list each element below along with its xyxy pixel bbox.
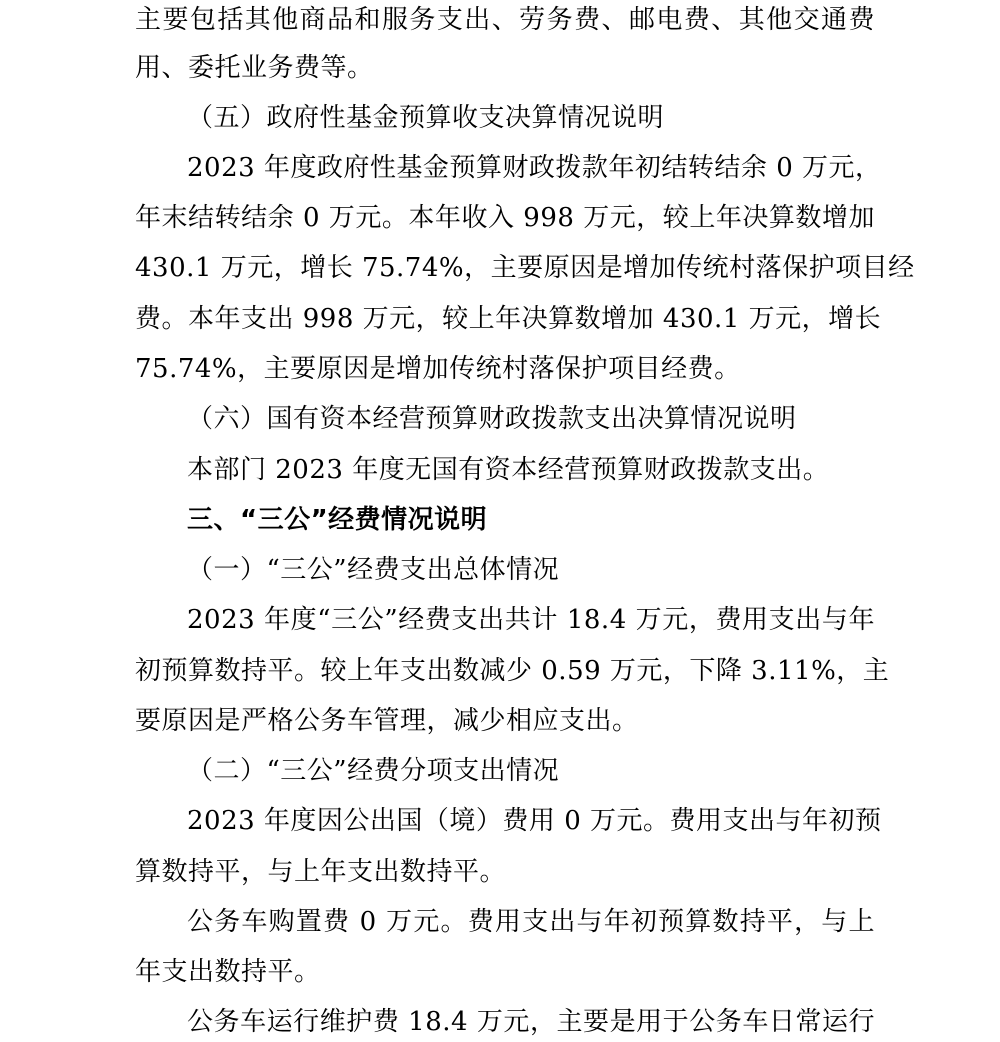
paragraph-line: 用、委托业务费等。 [135, 53, 374, 83]
paragraph-line: 公务车运行维护费 18.4 万元，主要是用于公务车日常运行 [187, 1007, 875, 1037]
paragraph-line: 2023 年度因公出国（境）费用 0 万元。费用支出与年初预 [187, 806, 882, 836]
paragraph-line: 75.74%，主要原因是增加传统村落保护项目经费。 [135, 354, 741, 384]
section-heading-3-1: （一）“三公”经费支出总体情况 [187, 555, 560, 585]
section-heading-6: （六）国有资本经营预算财政拨款支出决算情况说明 [187, 404, 797, 434]
paragraph-line: 公务车购置费 0 万元。费用支出与年初预算数持平，与上 [187, 907, 875, 937]
chapter-heading-3: 三、“三公”经费情况说明 [187, 505, 488, 535]
paragraph-line: 2023 年度“三公”经费支出共计 18.4 万元，费用支出与年 [187, 605, 875, 635]
paragraph-line: 430.1 万元，增长 75.74%，主要原因是增加传统村落保护项目经 [135, 253, 915, 283]
paragraph-line: 年末结转结余 0 万元。本年收入 998 万元，较上年决算数增加 [135, 203, 875, 233]
paragraph-line: 费。本年支出 998 万元，较上年决算数增加 430.1 万元，增长 [135, 304, 882, 334]
paragraph-line: 本部门 2023 年度无国有资本经营预算财政拨款支出。 [187, 455, 830, 485]
paragraph-line: 算数持平，与上年支出数持平。 [135, 857, 507, 887]
paragraph-line: 年支出数持平。 [135, 957, 321, 987]
section-heading-3-2: （二）“三公”经费分项支出情况 [187, 756, 560, 786]
paragraph-line: 要原因是严格公务车管理，减少相应支出。 [135, 706, 639, 736]
paragraph-line: 2023 年度政府性基金预算财政拨款年初结转结余 0 万元， [187, 153, 882, 183]
paragraph-line: 初预算数持平。较上年支出数减少 0.59 万元，下降 3.11%，主 [135, 656, 890, 686]
paragraph-line: 主要包括其他商品和服务支出、劳务费、邮电费、其他交通费 [135, 5, 875, 35]
section-heading-5: （五）政府性基金预算收支决算情况说明 [187, 103, 665, 133]
